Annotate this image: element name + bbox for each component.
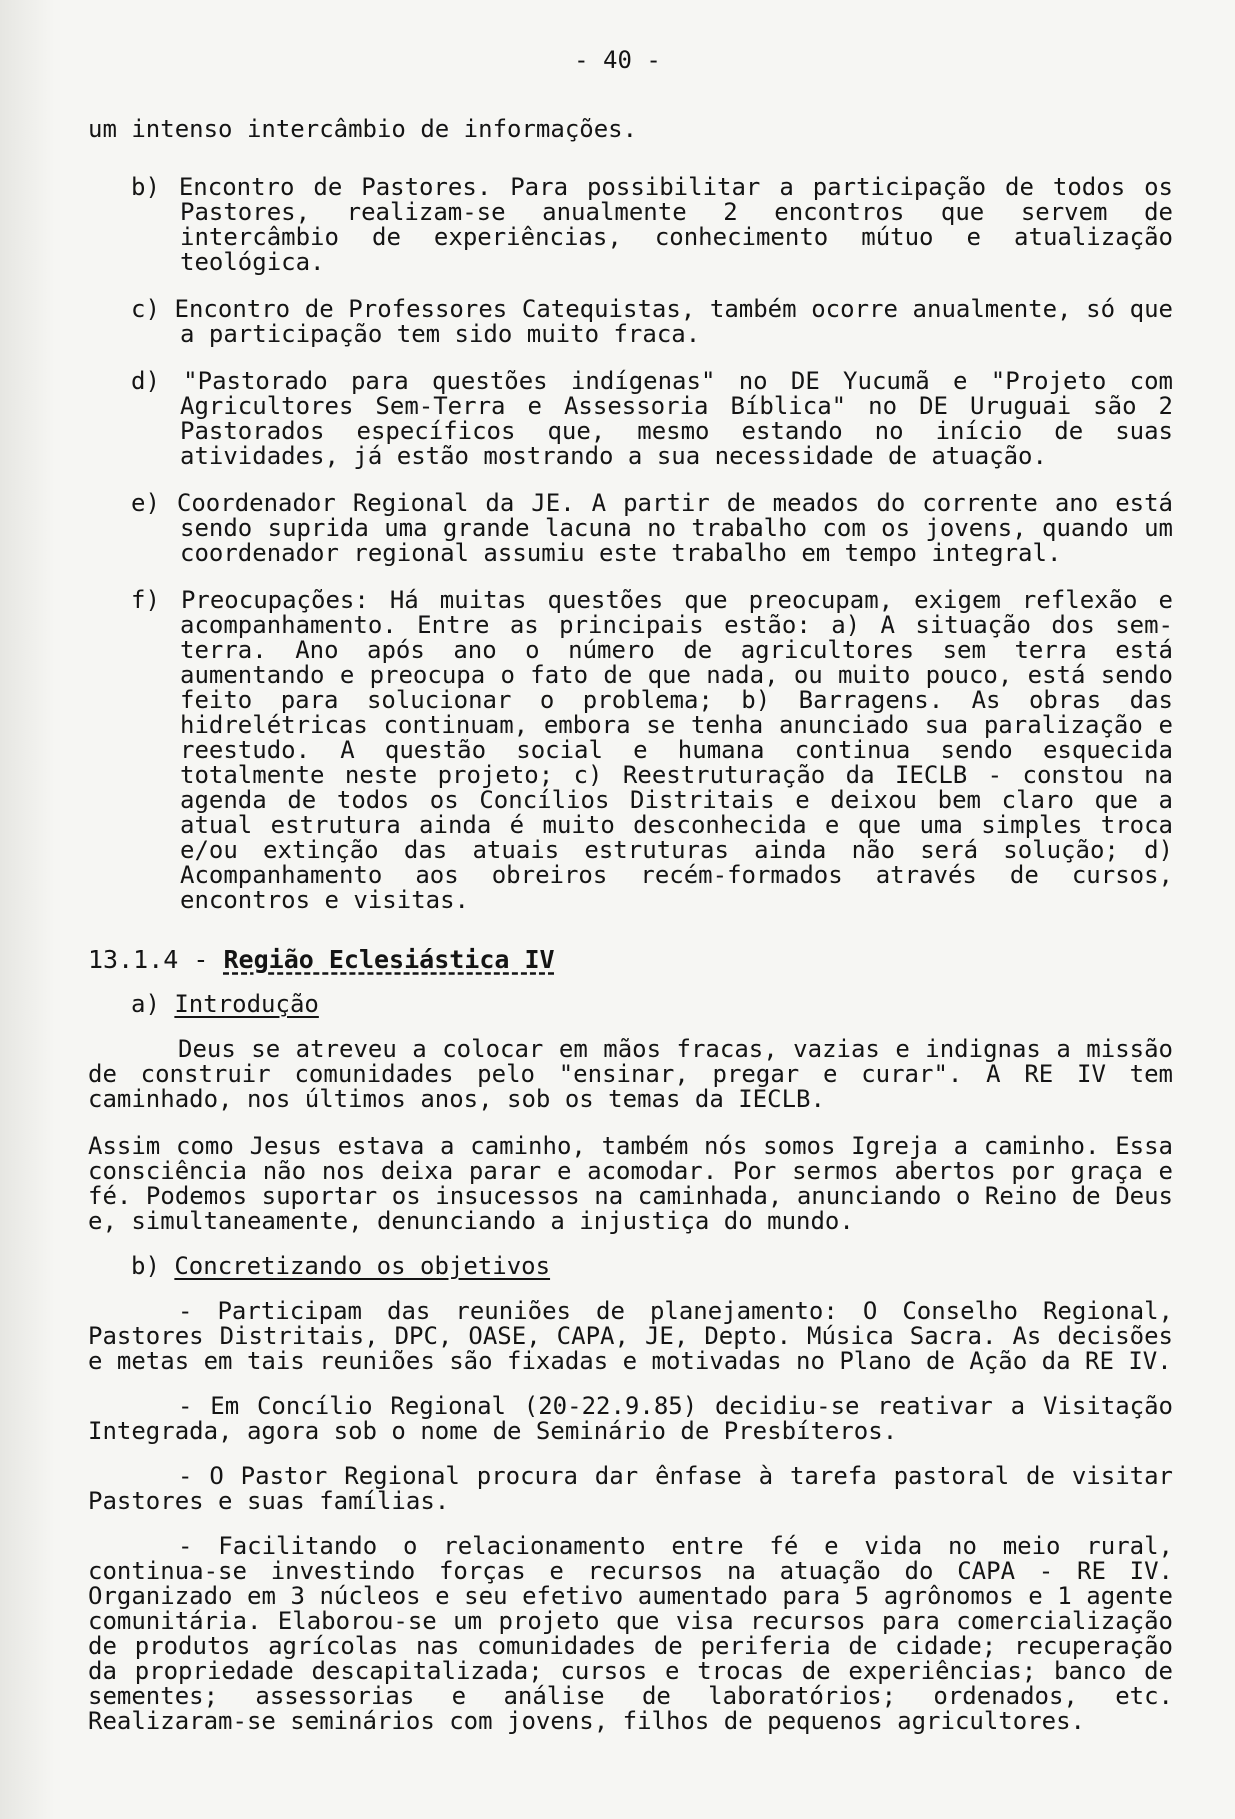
- paragraph-objetivos-3: - O Pastor Regional procura dar ênfase à tarefa pastoral de visitar Pastores e suas famílias.: [88, 1462, 1173, 1515]
- page-content: [88, 117, 1173, 1734]
- subsection-label: b): [131, 1252, 160, 1280]
- section-heading: [88, 947, 1173, 972]
- subsection-heading-introducao: [88, 992, 1173, 1017]
- paragraph-objetivos-4: - Facilitando o relacionamento entre fé e vida no meio rural, continua-se investindo forças e recursos na atuação do CAPA - RE IV. Organizado em 3 núcleos e seu efetivo aumentado para 5 agrônomos e 1 agente comunitária. Elaborou-se um projeto que visa recursos para comercialização de produtos agrícolas nas comunidades de periferia de cidade; recuperação da propriedade descapitalizada; cursos e trocas de experiências; banco de sementes; assessorias e análise de laboratórios; ordenados, etc. Realizaram-se seminários com jovens, filhos de pequenos agricultores.: [88, 1532, 1173, 1735]
- subsection-title: Concretizando os objetivos: [174, 1252, 551, 1280]
- section-number: 13.1.4 -: [88, 945, 209, 974]
- item-preocupacoes: f) Preocupações: Há muitas questões que preocupam, exigem reflexão e acompanhamento. Entre as principais estão: a) A situação dos sem-terra. Ano após ano o número de agricultores sem terra está aumentando e preocupa o fato de que nada, ou muito pouco, está sendo feito para solucionar o problema; b) Barragens. As obras das hidrelétricas continuam, embora se tenha anunciado sua paralização e reestudo. A questão social e humana continua sendo esquecida totalmente neste projeto; c) Reestruturação da IECLB - constou na agenda de todos os Concílios Distritais e deixou bem claro que a atual estrutura ainda é muito desconhecida e que uma simples troca e/ou extinção das atuais estruturas ainda não será solução; d) Acompanhamento aos obreiros recém-formados através de cursos, encontros e visitas.: [131, 586, 1173, 914]
- paragraph-introducao-2: Assim como Jesus estava a caminho, também nós somos Igreja a caminho. Essa consciência não nos deixa parar e acomodar. Por sermos abertos por graça e fé. Podemos suportar os insucessos na caminhada, anunciando o Reino de Deus e, simultaneamente, denunciando a injustiça do mundo.: [88, 1132, 1173, 1235]
- subsection-label: a): [131, 990, 160, 1018]
- item-encontro-professores: c) Encontro de Professores Catequistas, também ocorre anualmente, só que a participação tem sido muito fraca.: [131, 295, 1173, 348]
- paragraph-objetivos-2: - Em Concílio Regional (20-22.9.85) decidiu-se reativar a Visitação Integrada, agora sob o nome de Seminário de Presbíteros.: [88, 1392, 1173, 1445]
- paragraph-objetivos-1: - Participam das reuniões de planejamento: O Conselho Regional, Pastores Distritais, DPC, OASE, CAPA, JE, Depto. Música Sacra. As decisões e metas em tais reuniões são fixadas e motivadas no Plano de Ação da RE IV.: [88, 1297, 1173, 1375]
- subsection-title: Introdução: [174, 990, 319, 1018]
- section-title: Região Eclesiástica IV: [223, 945, 555, 974]
- item-pastorado-indigenas: d) "Pastorado para questões indígenas" no DE Yucumã e "Projeto com Agricultores Sem-Terra e Assessoria Bíblica" no DE Uruguai são 2 Pastorados específicos que, mesmo estando no início de suas atividades, já estão mostrando a sua necessidade de atuação.: [131, 367, 1173, 470]
- subsection-heading-objetivos: [88, 1254, 1173, 1279]
- item-encontro-pastores: b) Encontro de Pastores. Para possibilitar a participação de todos os Pastores, realizam-se anualmente 2 encontros que servem de intercâmbio de experiências, conhecimento mútuo e atualização teológica.: [131, 173, 1173, 276]
- item-coordenador-regional: e) Coordenador Regional da JE. A partir de meados do corrente ano está sendo suprida uma grande lacuna no trabalho com os jovens, quando um coordenador regional assumiu este trabalho em tempo integral.: [131, 489, 1173, 567]
- paragraph-introducao-1: Deus se atreveu a colocar em mãos fracas, vazias e indignas a missão de construir comunidades pelo "ensinar, pregar e curar". A RE IV tem caminhado, nos últimos anos, sob os temas da IECLB.: [88, 1035, 1173, 1113]
- page-number: - 40 -: [574, 46, 661, 74]
- paragraph-continuation: um intenso intercâmbio de informações.: [88, 115, 638, 143]
